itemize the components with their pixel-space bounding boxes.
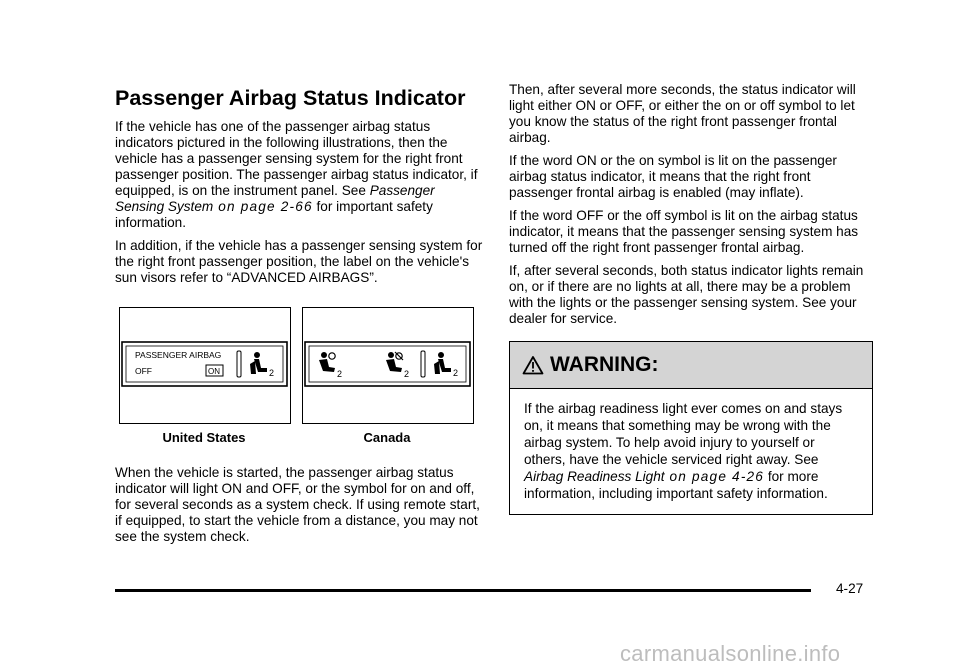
page-title: Passenger Airbag Status Indicator: [115, 86, 466, 110]
subscript-2: 2: [269, 368, 275, 378]
on-paragraph: If the word ON or the on symbol is lit on the passenger airbag status indicator, it means that the right front passenger frontal airbag is enabled (may inflate).: [509, 153, 837, 200]
canada-caption: Canada: [363, 430, 411, 445]
intro-text: If the vehicle has one of the passenger airbag status indicators pictured in the following illustrations, then the vehicle has a passenger sensing system for the right front passenger position. The passenger airbag status indicator, if equipped, is on the instrument panel. See: [115, 119, 478, 198]
panel-label: PASSENGER AIRBAG: [135, 350, 222, 360]
subscript-2: 2: [337, 369, 343, 379]
airbag-off-symbol-icon: [386, 352, 403, 372]
status-paragraph: Then, after several more seconds, the status indicator will light either ON or OFF, or either the on or off symbol to let you know the status of the right front passenger frontal airbag.: [509, 82, 856, 145]
xref-title: Passenger Sensing System: [115, 183, 435, 214]
subscript-2: 2: [404, 369, 410, 379]
us-indicator-panel: [120, 341, 290, 389]
watermark: carmanualsonline.info: [620, 641, 841, 666]
airbag-readiness-light-link[interactable]: [524, 469, 764, 484]
page-number: 4-27: [836, 581, 864, 596]
intro-paragraph: [115, 119, 485, 231]
indicator-figures: [119, 307, 485, 465]
off-paragraph: If the word OFF or the off symbol is lit on the airbag status indicator, it means that the passenger sensing system has turned off the right front passenger frontal airbag.: [509, 208, 859, 255]
warning-text: If the airbag readiness light ever comes on and stays on, it means that something may be wrong with the airbag system. To help avoid injury to yourself or others, have the vehicle serviced right away. See: [524, 401, 843, 467]
airbag-on-symbol-icon: [319, 352, 335, 372]
xref-page: on page 2-66: [213, 199, 313, 214]
us-indicator-figure: [119, 307, 291, 424]
system-check-paragraph: When the vehicle is started, the passenger airbag status indicator will light ON and OFF, or the symbol for on and off, for several seconds as a system check. If using remote start, if equipped, to start the vehicle from a distance, you may not see the system check.: [115, 465, 480, 544]
warning-header: [510, 342, 872, 389]
seated-passenger-airbag-icon: [434, 352, 451, 374]
warning-title: WARNING:: [550, 353, 659, 376]
seated-passenger-airbag-icon: [250, 352, 267, 374]
off-label: OFF: [135, 366, 152, 376]
warning-body: [510, 389, 872, 514]
xref-page: on page 4-26: [664, 469, 765, 484]
footer-rule: [115, 589, 811, 592]
on-label: ON: [208, 367, 220, 376]
xref-title: Airbag Readiness Light: [524, 469, 665, 484]
problem-paragraph: If, after several seconds, both status indicator lights remain on, or if there are no lights at all, there may be a problem with the lights or the passenger sensing system. See your dealer for service.: [509, 263, 864, 326]
subscript-2: 2: [453, 368, 459, 378]
canada-indicator-panel: [303, 341, 473, 389]
warning-box: [509, 341, 873, 515]
warning-triangle-icon: [522, 355, 544, 375]
intro-tail: for important safety information.: [115, 199, 433, 230]
left-column: [115, 119, 485, 552]
sun-visor-paragraph: In addition, if the vehicle has a passenger sensing system for the right front passenger position, the label on the vehicle's sun visors refer to “ADVANCED AIRBAGS”.: [115, 238, 483, 285]
canada-indicator-figure: [302, 307, 474, 424]
right-column: [509, 82, 877, 515]
us-caption: United States: [162, 430, 246, 445]
warning-tail: for more information, including important safety information.: [524, 469, 828, 501]
